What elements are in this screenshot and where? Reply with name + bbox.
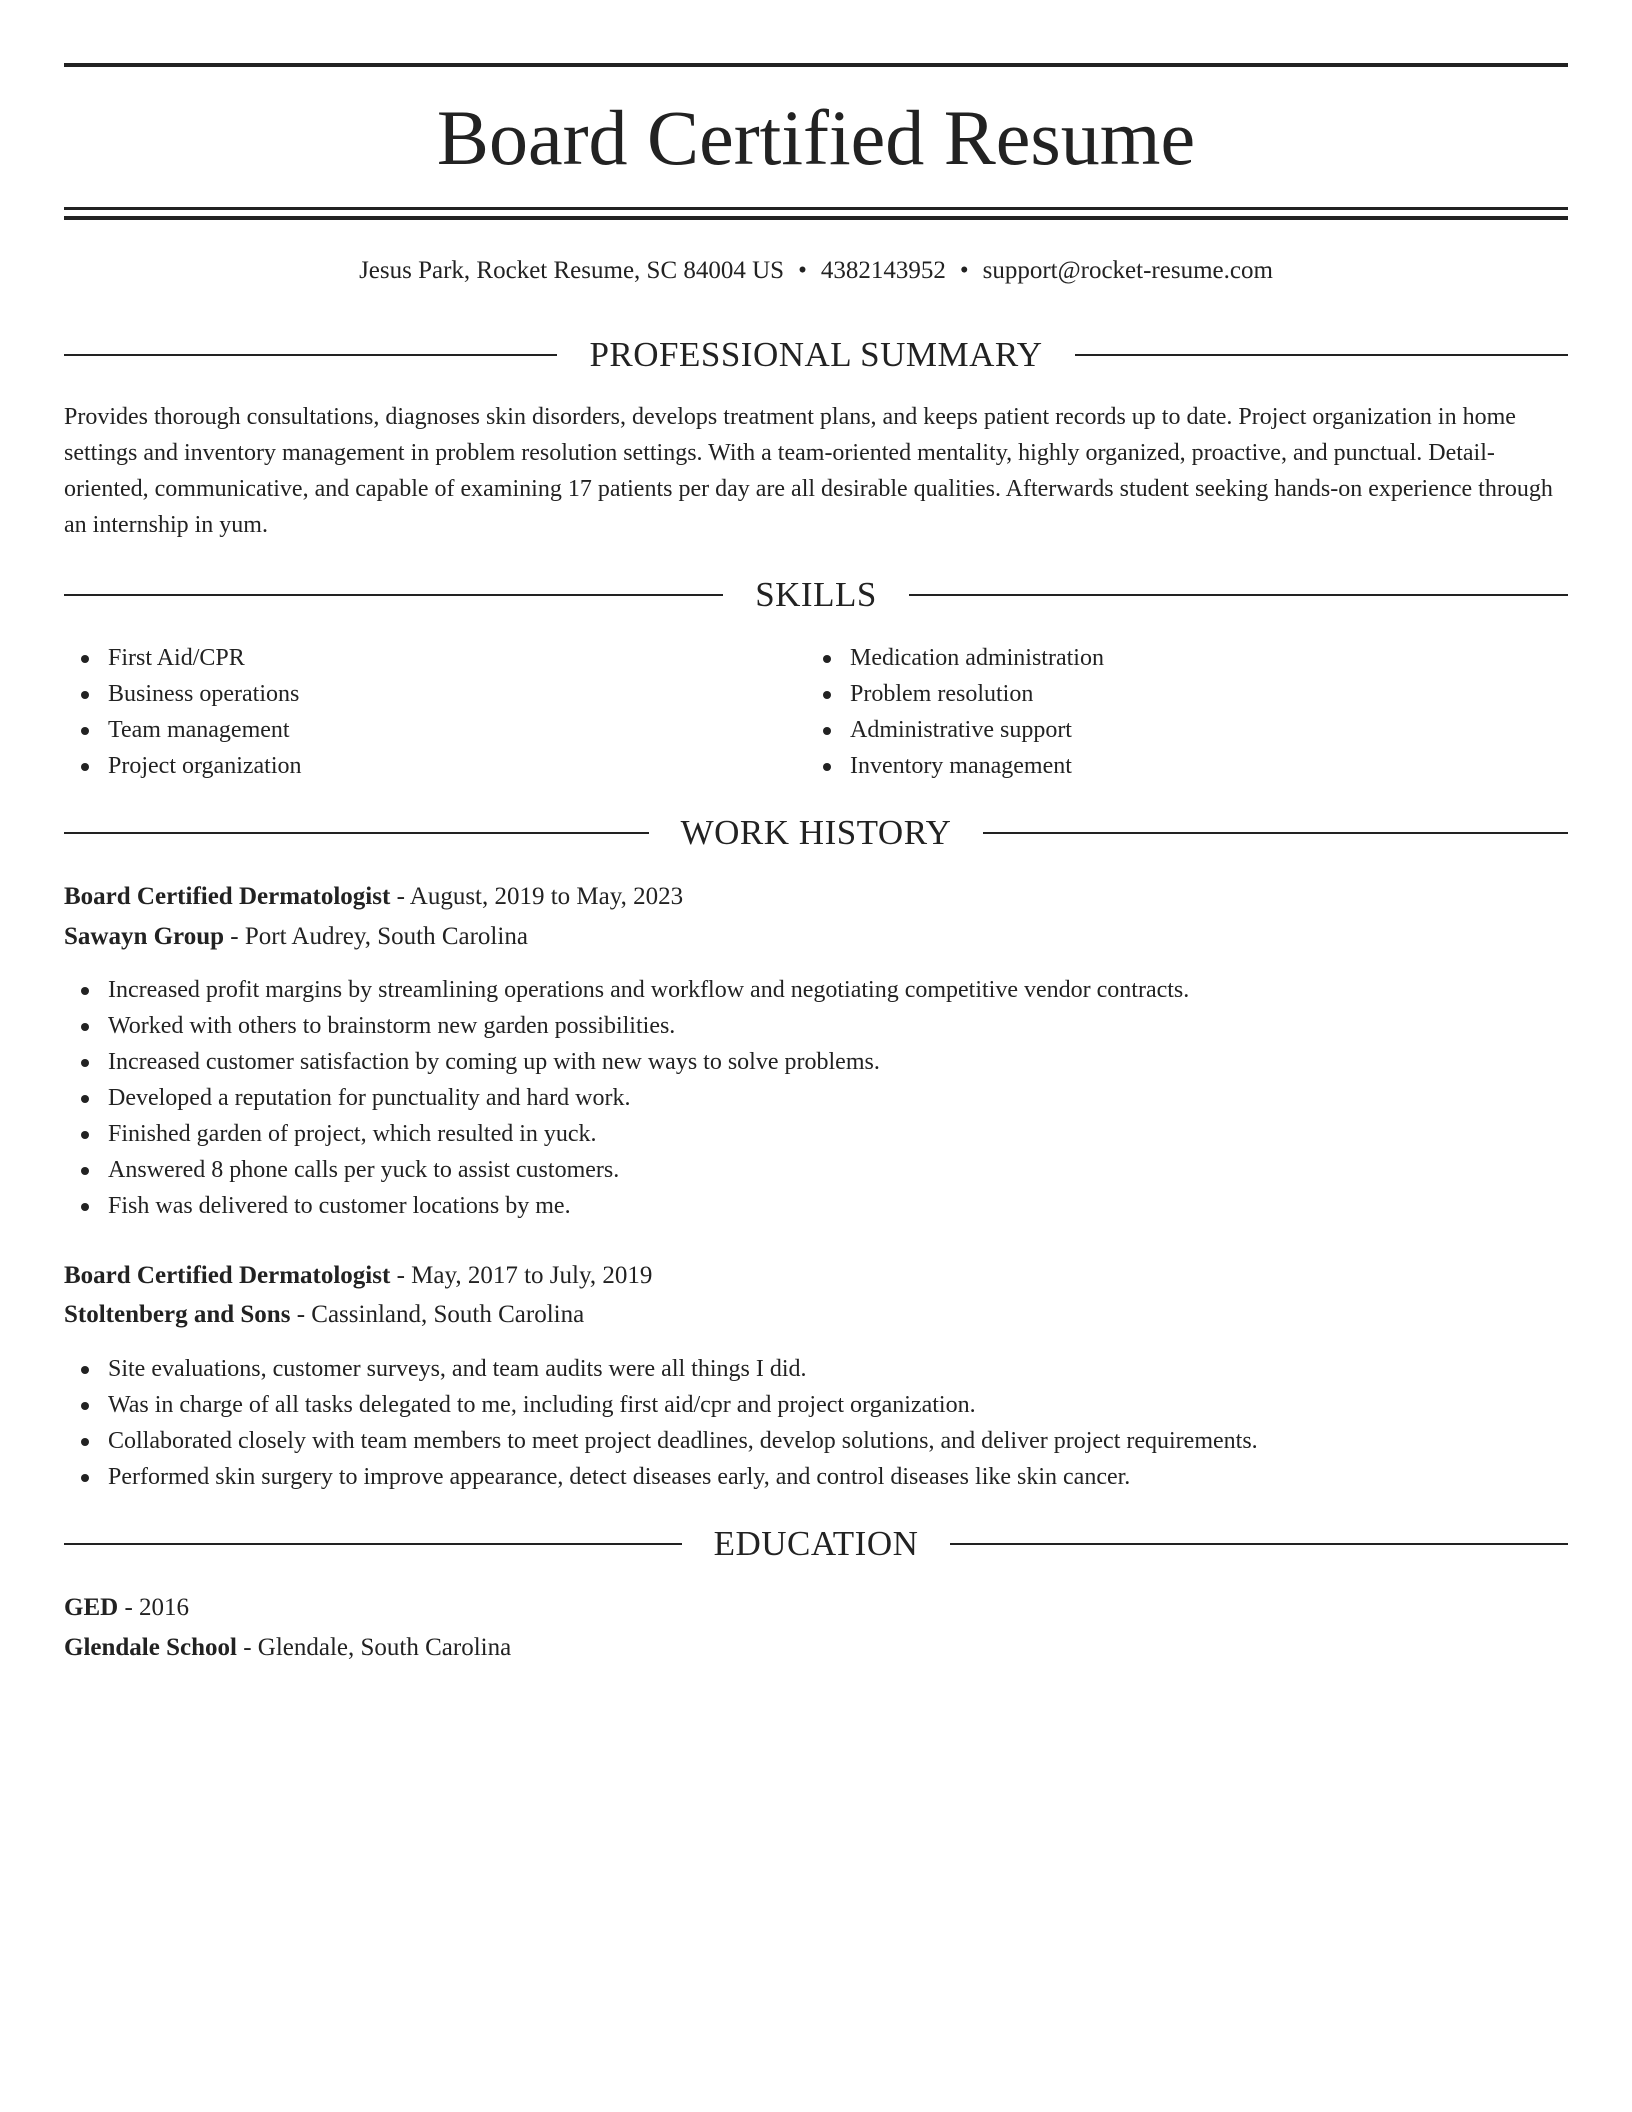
- heading-label: SKILLS: [755, 575, 877, 614]
- top-rule: [64, 63, 1568, 67]
- section-heading-education: [64, 1522, 1568, 1566]
- contact-email: support@rocket-resume.com: [982, 257, 1273, 284]
- job-company-line: [64, 1297, 1568, 1333]
- contact-separator: •: [798, 257, 807, 284]
- contact-address: Jesus Park, Rocket Resume, SC 84004 US: [359, 257, 785, 284]
- job-duty: Finished garden of project, which resulted in yuck.: [64, 1116, 1568, 1152]
- section-heading-work-history: [64, 811, 1568, 855]
- job-duty: Increased profit margins by streamlining operations and workflow and negotiating competitive vendor contracts.: [64, 972, 1568, 1008]
- job-duty: Collaborated closely with team members to meet project deadlines, develop solutions, and deliver project requirements.: [64, 1423, 1568, 1459]
- summary-text: Provides thorough consultations, diagnoses skin disorders, develops treatment plans, and keeps patient records up to date. Project organization in home settings and inventory management in problem resolution settings. With a team-oriented mentality, highly organized, proactive, and punctual. Detail-oriented, communicative, and capable of examining 17 patients per day are all desirable qualities. Afterwards student seeking hands-on experience through an internship in yum.: [64, 404, 1553, 538]
- contact-line: [64, 253, 1568, 289]
- job-location: - Port Audrey, South Carolina: [224, 923, 528, 950]
- education-location: - Glendale, South Carolina: [236, 1634, 512, 1661]
- heading-rule: [64, 594, 723, 596]
- skill-item: First Aid/CPR: [64, 640, 806, 676]
- heading-rule: [909, 594, 1568, 596]
- contact-phone: 4382143952: [820, 257, 946, 284]
- heading-rule: [1075, 354, 1568, 356]
- heading-rule: [64, 1543, 682, 1545]
- education-degree: GED: [64, 1594, 119, 1621]
- heading-rule: [983, 832, 1568, 834]
- skills-list: [64, 640, 1568, 784]
- job-duty: Site evaluations, customer surveys, and team audits were all things I did.: [64, 1351, 1568, 1387]
- heading-label: EDUCATION: [713, 1524, 919, 1563]
- job-duties-list: [64, 1351, 1568, 1495]
- job-duty: Answered 8 phone calls per yuck to assist customers.: [64, 1152, 1568, 1188]
- job-title: Board Certified Dermatologist: [64, 883, 391, 910]
- job-company-line: [64, 919, 1568, 955]
- heading-rule: [64, 354, 557, 356]
- heading-rule: [64, 832, 649, 834]
- job-company: Stoltenberg and Sons: [64, 1301, 291, 1328]
- job-dates: - May, 2017 to July, 2019: [390, 1262, 653, 1289]
- job-duty: Was in charge of all tasks delegated to me, including first aid/cpr and project organization.: [64, 1387, 1568, 1423]
- resume-title: Board Certified Resume: [436, 94, 1196, 181]
- education-school-line: [64, 1630, 1568, 1666]
- education-school: Glendale School: [64, 1634, 237, 1661]
- job-dates: - August, 2019 to May, 2023: [390, 883, 684, 910]
- job-duties-list: [64, 972, 1568, 1224]
- education-degree-line: [64, 1590, 1568, 1626]
- skills-column-left: [64, 640, 806, 784]
- job-duty: Increased customer satisfaction by coming up with new ways to solve problems.: [64, 1044, 1568, 1080]
- skill-item: Project organization: [64, 748, 806, 784]
- skill-item: Inventory management: [806, 748, 1548, 784]
- job-duty: Worked with others to brainstorm new garden possibilities.: [64, 1008, 1568, 1044]
- section-heading-summary: [64, 333, 1568, 377]
- heading-label: WORK HISTORY: [680, 813, 952, 852]
- heading-label: PROFESSIONAL SUMMARY: [589, 335, 1043, 374]
- skill-item: Administrative support: [806, 712, 1548, 748]
- skills-column-right: [806, 640, 1548, 784]
- job-company: Sawayn Group: [64, 923, 225, 950]
- education-year: - 2016: [118, 1594, 190, 1621]
- job-duty: Performed skin surgery to improve appearance, detect diseases early, and control diseases like skin cancer.: [64, 1459, 1568, 1495]
- job-title: Board Certified Dermatologist: [64, 1262, 391, 1289]
- skill-item: Problem resolution: [806, 676, 1548, 712]
- skill-item: Team management: [64, 712, 806, 748]
- contact-separator: •: [959, 257, 969, 284]
- job-duty: Fish was delivered to customer locations by me.: [64, 1188, 1568, 1224]
- title-double-rule: [64, 207, 1568, 220]
- skill-item: Business operations: [64, 676, 806, 712]
- heading-rule: [950, 1543, 1568, 1545]
- job-title-line: [64, 1258, 1568, 1294]
- section-heading-skills: [64, 573, 1568, 617]
- job-location: - Cassinland, South Carolina: [290, 1301, 585, 1328]
- job-duty: Developed a reputation for punctuality and hard work.: [64, 1080, 1568, 1116]
- job-title-line: [64, 879, 1568, 915]
- skill-item: Medication administration: [806, 640, 1548, 676]
